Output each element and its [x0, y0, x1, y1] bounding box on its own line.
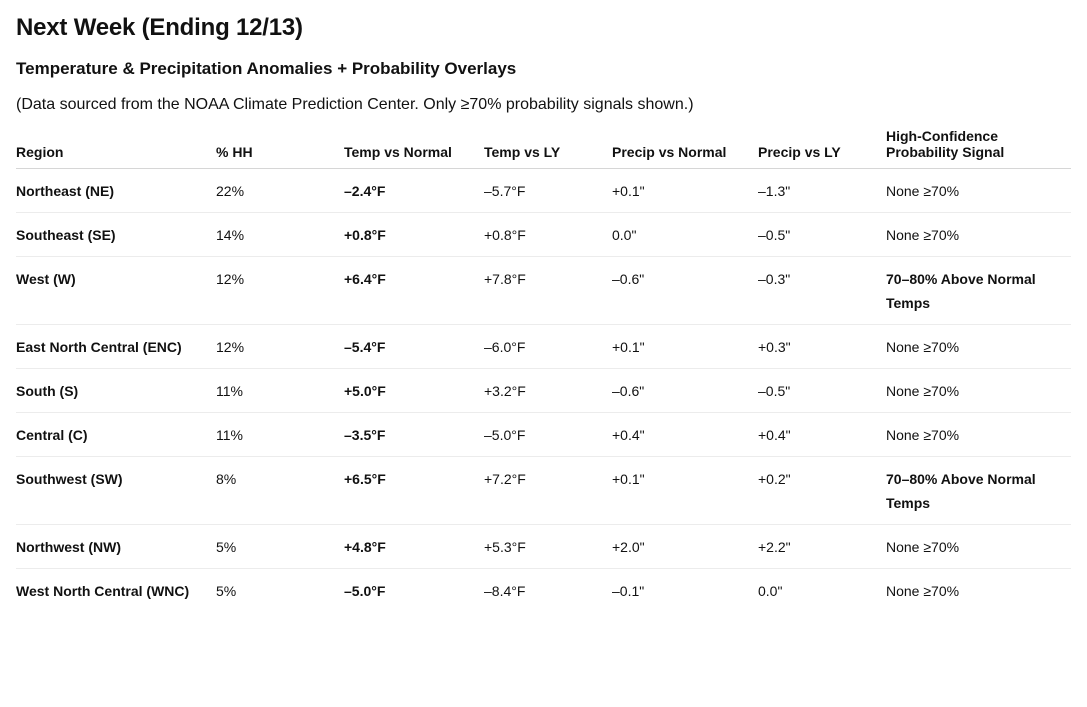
cell-temp-ly: +0.8°F: [484, 213, 612, 257]
cell-precip-normal: +0.1": [612, 325, 758, 369]
table-row: [16, 257, 1071, 325]
cell-temp-normal: –5.0°F: [344, 583, 386, 599]
cell-precip-ly: +0.2": [758, 457, 886, 525]
cell-precip-normal: +0.4": [612, 413, 758, 457]
cell-temp-normal: +6.5°F: [344, 457, 484, 525]
cell-precip-normal: +0.1": [612, 169, 758, 213]
table-row: [16, 369, 1071, 413]
cell-signal: 70–80% Above Normal Temps: [886, 257, 1071, 325]
cell-temp-normal: –3.5°F: [344, 413, 484, 457]
header-precip-ly: Precip vs LY: [758, 128, 886, 169]
cell-hh: 11%: [216, 413, 344, 457]
page-title: Next Week (Ending 12/13): [16, 14, 303, 41]
cell-region: South (S): [16, 369, 216, 413]
cell-hh: 14%: [216, 213, 344, 257]
cell-precip-ly: –1.3": [758, 169, 886, 213]
source-note: (Data sourced from the NOAA Climate Prediction Center. Only ≥70% probability signals shown.): [16, 96, 694, 113]
cell-precip-ly: 0.0": [758, 583, 783, 599]
cell-temp-normal: +6.4°F: [344, 257, 484, 325]
cell-hh: 22%: [216, 169, 344, 213]
cell-hh: 12%: [216, 257, 344, 325]
table-row: [16, 325, 1071, 369]
cell-region: West (W): [16, 257, 216, 325]
cell-precip-normal: –0.6": [612, 369, 758, 413]
cell-temp-ly: –5.7°F: [484, 169, 612, 213]
cell-signal: None ≥70%: [886, 213, 1071, 257]
cell-region: East North Central (ENC): [16, 325, 216, 369]
cell-signal: None ≥70%: [886, 525, 1071, 569]
section-heading: Temperature & Precipitation Anomalies + Probability Overlays: [16, 59, 517, 78]
cell-temp-normal: +4.8°F: [344, 525, 484, 569]
cell-signal: None ≥70%: [886, 325, 1071, 369]
header-temp-ly: Temp vs LY: [484, 128, 612, 169]
cell-precip-ly: +0.3": [758, 325, 886, 369]
cell-temp-ly: –8.4°F: [484, 583, 526, 599]
cell-temp-normal: +0.8°F: [344, 213, 484, 257]
cell-hh: 8%: [216, 457, 344, 525]
cell-temp-ly: –6.0°F: [484, 325, 612, 369]
cell-hh: 5%: [216, 525, 344, 569]
table-body: [16, 169, 1071, 613]
cell-region: Northwest (NW): [16, 525, 216, 569]
cell-precip-ly: –0.5": [758, 369, 886, 413]
cell-signal: None ≥70%: [886, 413, 1071, 457]
cell-signal: None ≥70%: [886, 583, 960, 599]
cell-precip-ly: –0.3": [758, 257, 886, 325]
table-row: [16, 169, 1071, 213]
cell-precip-normal: +2.0": [612, 525, 758, 569]
cell-hh: 11%: [216, 369, 344, 413]
header-temp-normal: Temp vs Normal: [344, 128, 484, 169]
document: [16, 0, 1071, 612]
cell-region: Southeast (SE): [16, 213, 216, 257]
cell-hh: 12%: [216, 325, 344, 369]
table-row: [16, 413, 1071, 457]
forecast-table: [16, 128, 1071, 612]
cell-precip-ly: +2.2": [758, 525, 886, 569]
cell-temp-normal: +5.0°F: [344, 369, 484, 413]
table-row: [16, 569, 1071, 613]
cell-temp-ly: +5.3°F: [484, 525, 612, 569]
cell-temp-normal: –5.4°F: [344, 325, 484, 369]
cell-temp-ly: +7.2°F: [484, 457, 612, 525]
cell-temp-ly: –5.0°F: [484, 413, 612, 457]
cell-temp-ly: +3.2°F: [484, 369, 612, 413]
cell-precip-normal: +0.1": [612, 457, 758, 525]
header-precip-normal: Precip vs Normal: [612, 128, 758, 169]
cell-region: Southwest (SW): [16, 457, 216, 525]
cell-precip-normal: –0.1": [612, 583, 645, 599]
table-header-row: [16, 128, 1071, 169]
cell-temp-ly: +7.8°F: [484, 257, 612, 325]
cell-precip-ly: –0.5": [758, 213, 886, 257]
cell-signal: None ≥70%: [886, 369, 1071, 413]
cell-region: West North Central (WNC): [16, 583, 190, 599]
cell-hh: 5%: [216, 583, 237, 599]
cell-signal: 70–80% Above Normal Temps: [886, 457, 1071, 525]
cell-precip-normal: 0.0": [612, 213, 758, 257]
cell-region: Northeast (NE): [16, 169, 216, 213]
cell-signal: None ≥70%: [886, 169, 1071, 213]
cell-region: Central (C): [16, 413, 216, 457]
table-row: [16, 213, 1071, 257]
cell-precip-ly: +0.4": [758, 413, 886, 457]
cell-temp-normal: –2.4°F: [344, 169, 484, 213]
cell-precip-normal: –0.6": [612, 257, 758, 325]
header-signal: High-Confidence Probability Signal: [886, 128, 1071, 169]
header-hh: % HH: [216, 128, 344, 169]
header-region: Region: [16, 128, 216, 169]
table-row: [16, 525, 1071, 569]
table-row: [16, 457, 1071, 525]
